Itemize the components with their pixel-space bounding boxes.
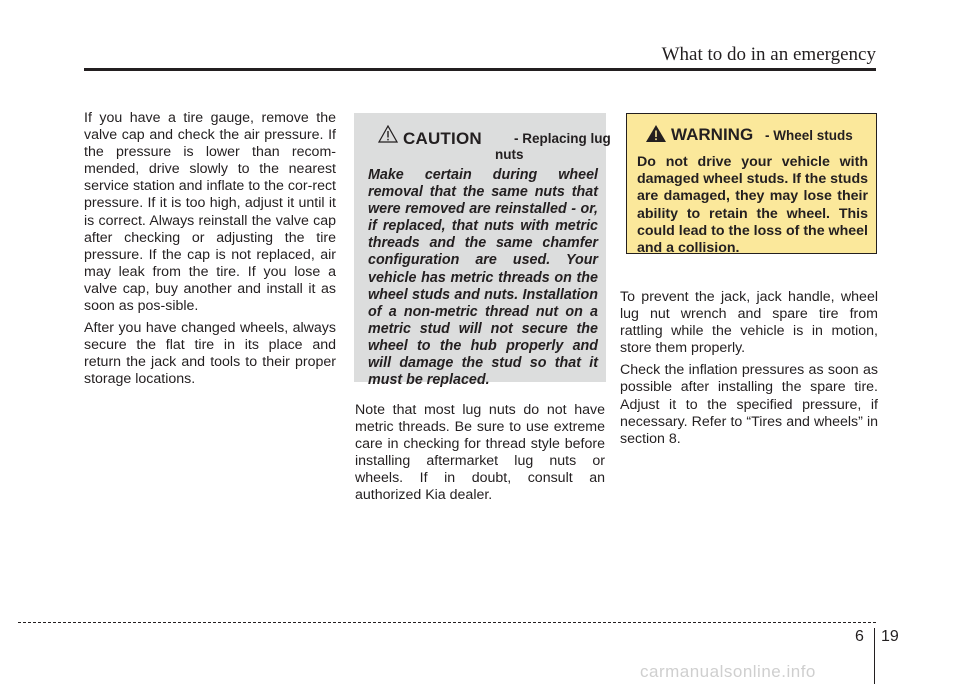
caution-box <box>354 113 611 389</box>
warning-triangle-outline-icon <box>378 125 398 148</box>
page-number: 19 <box>881 628 899 645</box>
header-title: What to do in an emergency <box>661 44 876 65</box>
left-paragraph-2: After you have changed wheels, always secure the flat tire in its place and return the jack and tools to their proper storage locations. <box>84 320 336 388</box>
watermark: carmanualsonline.info <box>640 662 816 681</box>
caution-header <box>368 121 611 162</box>
warning-subtitle: - Wheel studs <box>765 128 853 143</box>
right-paragraph-2: Check the inflation pressures as soon as possible after installing the spare tire. Adjust it to the specified pressure, if necessary. Refer to “Tires and wheels” in section 8. <box>620 362 878 447</box>
warning-triangle-filled-icon <box>645 124 667 148</box>
warning-box <box>626 113 877 257</box>
left-column <box>84 110 336 394</box>
warning-header <box>637 122 868 146</box>
middle-column <box>355 402 605 510</box>
page-separator <box>874 628 875 684</box>
page-chapter: 6 <box>855 628 864 645</box>
right-paragraph-1: To prevent the jack, jack handle, wheel lug nut wrench and spare tire from rattling while the vehicle is in motion, store them properly. <box>620 289 878 357</box>
warning-keyword: WARNING <box>671 125 754 144</box>
caution-subtitle-line1: - Replacing lug <box>514 131 611 146</box>
right-column <box>620 289 878 453</box>
footer-rule <box>18 622 876 623</box>
caution-keyword: CAUTION <box>403 129 482 148</box>
warning-body: Do not drive your vehicle with damaged wheel studs. If the studs are damaged, they may lose their ability to retain the wheel. This could lead to the loss of the wheel and a collision. <box>637 154 868 257</box>
left-paragraph-1: If you have a tire gauge, remove the valve cap and check the air pressure. If the pressure is lower than recom-mended, drive slowly to the nearest service station and inflate to the cor-rect pressure. If it is too high, adjust it until it is correct. Always reinstall the valve cap after checking or adjusting the tire pressure. If the cap is not replaced, air may leak from the tire. If you lose a valve cap, buy another and install it as soon as pos-sible. <box>84 110 336 315</box>
caution-body: Make certain during wheel removal that the same nuts that were removed are reinstalled - or, if replaced, that nuts with metric threads and the same chamfer configuration are used. Your vehicle has metric threads on the wheel studs and nuts. Installation of a non-metric thread nut on a metric stud will not secure the wheel to the hub properly and will damage the stud so that it must be replaced. <box>368 167 598 389</box>
header-rule <box>84 68 876 71</box>
caution-subtitle-line2: nuts <box>495 147 524 162</box>
middle-paragraph: Note that most lug nuts do not have metric threads. Be sure to use extreme care in checking for thread style before installing aftermarket lug nuts or wheels. If in doubt, consult an authorized Kia dealer. <box>355 402 605 504</box>
